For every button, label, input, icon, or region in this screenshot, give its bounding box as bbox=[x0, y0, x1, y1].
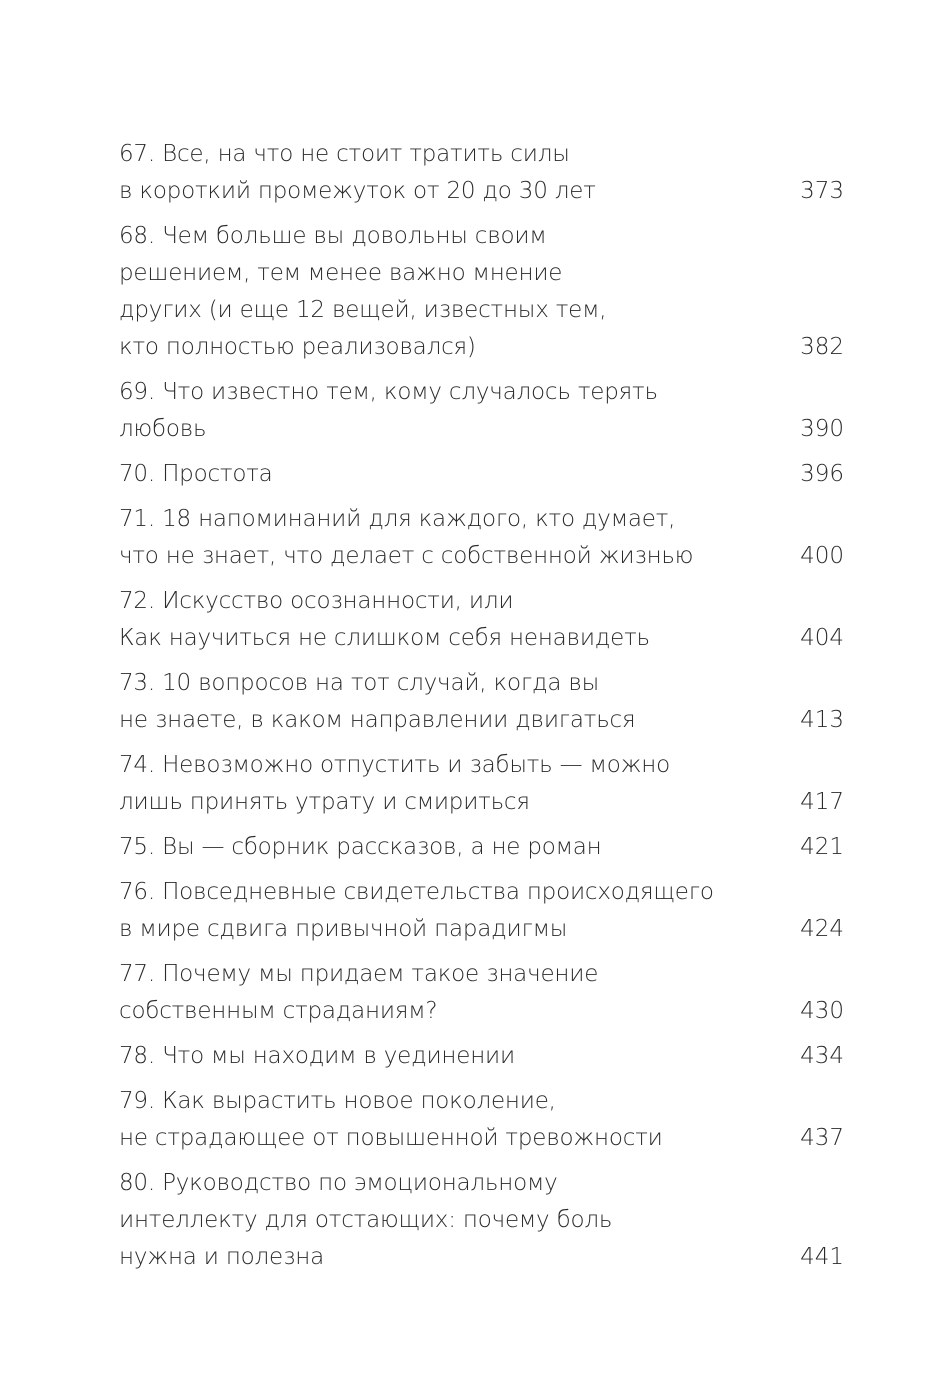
toc-entry bbox=[119, 374, 844, 448]
entry-title bbox=[119, 501, 784, 575]
entry-title-line: что не знает, что делает с собственной жизнью bbox=[119, 543, 694, 569]
entry-title-line: решением, тем менее важно мнение bbox=[119, 260, 563, 286]
entry-title-line: не страдающее от повышенной тревожности bbox=[119, 1125, 663, 1151]
entry-title-line: 69. Что известно тем, кому случалось терять bbox=[119, 379, 658, 405]
entry-title-line: 71. 18 напоминаний для каждого, кто думает, bbox=[119, 506, 676, 532]
entry-title bbox=[119, 665, 784, 739]
entry-title-line: других (и еще 12 вещей, известных тем, bbox=[119, 297, 607, 323]
entry-title-line: 73. 10 вопросов на тот случай, когда вы bbox=[119, 670, 599, 696]
toc-entry bbox=[119, 1083, 844, 1157]
entry-title-line: не знаете, в каком направлении двигаться bbox=[119, 707, 636, 733]
toc-entry bbox=[119, 501, 844, 575]
entry-page-number: 373 bbox=[800, 178, 844, 204]
toc-entry bbox=[119, 1038, 844, 1075]
entry-title bbox=[119, 829, 784, 866]
entry-title-line: в короткий промежуток от 20 до 30 лет bbox=[119, 178, 596, 204]
entry-title-line: интеллекту для отстающих: почему боль bbox=[119, 1207, 613, 1233]
entry-title bbox=[119, 1165, 784, 1276]
entry-title-line: кто полностью реализовался) bbox=[119, 334, 476, 360]
toc-entry bbox=[119, 218, 844, 366]
table-of-contents bbox=[119, 136, 844, 1284]
entry-title-line: 67. Все, на что не стоит тратить силы bbox=[119, 141, 570, 167]
toc-entry bbox=[119, 874, 844, 948]
entry-title-line: лишь принять утрату и смириться bbox=[119, 789, 530, 815]
entry-title bbox=[119, 456, 784, 493]
entry-page-number: 421 bbox=[800, 834, 844, 860]
entry-title-line: 72. Искусство осознанности, или bbox=[119, 588, 514, 614]
entry-title-line: 80. Руководство по эмоциональному bbox=[119, 1170, 558, 1196]
entry-title bbox=[119, 374, 784, 448]
toc-entry bbox=[119, 136, 844, 210]
entry-title-line: 74. Невозможно отпустить и забыть — можно bbox=[119, 752, 670, 778]
entry-page-number: 437 bbox=[800, 1125, 844, 1151]
entry-title-line: в мире сдвига привычной парадигмы bbox=[119, 916, 568, 942]
entry-title-line: любовь bbox=[119, 416, 207, 442]
toc-entry bbox=[119, 583, 844, 657]
entry-title bbox=[119, 1038, 784, 1075]
entry-page-number: 441 bbox=[800, 1244, 844, 1270]
toc-entry bbox=[119, 456, 844, 493]
toc-entry bbox=[119, 829, 844, 866]
entry-title-line: 70. Простота bbox=[119, 461, 273, 487]
entry-page-number: 382 bbox=[800, 334, 844, 360]
entry-title-line: 68. Чем больше вы довольны своим bbox=[119, 223, 547, 249]
toc-entry bbox=[119, 747, 844, 821]
entry-title-line: 77. Почему мы придаем такое значение bbox=[119, 961, 599, 987]
entry-title bbox=[119, 136, 784, 210]
entry-title bbox=[119, 583, 784, 657]
entry-page-number: 417 bbox=[800, 789, 844, 815]
entry-title-line: 75. Вы — сборник рассказов, а не роман bbox=[119, 834, 602, 860]
entry-title-line: собственным страданиям? bbox=[119, 998, 438, 1024]
entry-title-line: Как научиться не слишком себя ненавидеть bbox=[119, 625, 650, 651]
entry-page-number: 413 bbox=[800, 707, 844, 733]
entry-title bbox=[119, 218, 784, 366]
entry-title bbox=[119, 747, 784, 821]
entry-title-line: 78. Что мы находим в уединении bbox=[119, 1043, 515, 1069]
entry-page-number: 396 bbox=[800, 461, 844, 487]
entry-title bbox=[119, 1083, 784, 1157]
entry-page-number: 430 bbox=[800, 998, 844, 1024]
entry-title-line: 79. Как вырастить новое поколение, bbox=[119, 1088, 556, 1114]
entry-page-number: 424 bbox=[800, 916, 844, 942]
entry-title bbox=[119, 956, 784, 1030]
toc-entry bbox=[119, 665, 844, 739]
entry-page-number: 434 bbox=[800, 1043, 844, 1069]
entry-page-number: 404 bbox=[800, 625, 844, 651]
entry-title-line: нужна и полезна bbox=[119, 1244, 324, 1270]
entry-title bbox=[119, 874, 784, 948]
entry-page-number: 400 bbox=[800, 543, 844, 569]
toc-entry bbox=[119, 956, 844, 1030]
entry-title-line: 76. Повседневные свидетельства происходящего bbox=[119, 879, 714, 905]
entry-page-number: 390 bbox=[800, 416, 844, 442]
toc-entry bbox=[119, 1165, 844, 1276]
